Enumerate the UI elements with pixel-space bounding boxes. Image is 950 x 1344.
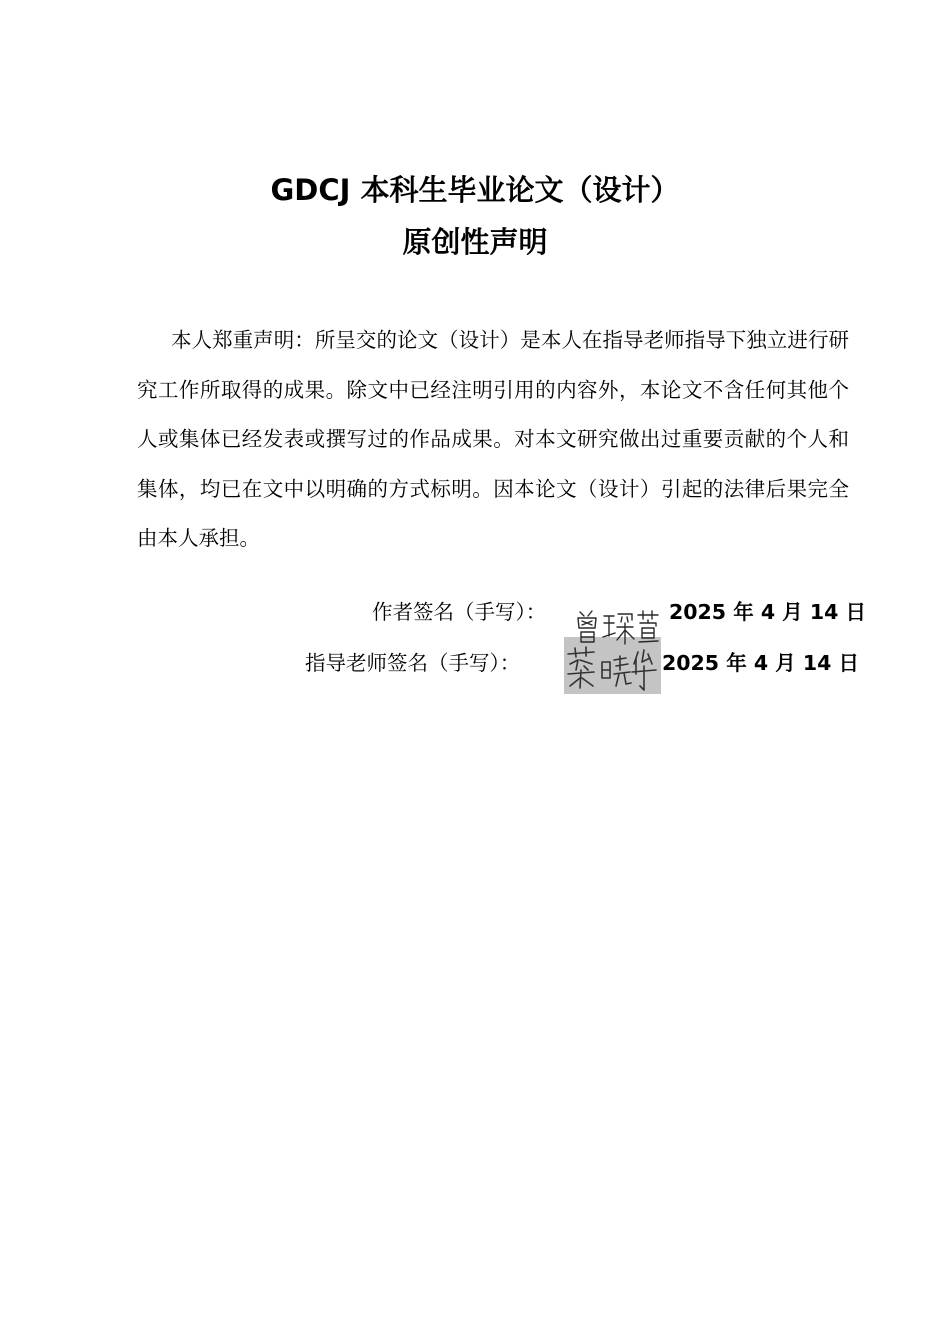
advisor-signature-label: 指导老师签名（手写）： [305,651,521,675]
author-signature-date: 2025 年 4 月 14 日 [669,600,867,624]
advisor-signature-date: 2025 年 4 月 14 日 [662,651,860,675]
document-subtitle: 原创性声明 [402,225,548,259]
advisor-handwritten-signature [564,640,661,694]
author-signature-label: 作者签名（手写）： [372,600,547,624]
document-title: GDCJ 本科生毕业论文（设计） [270,173,680,207]
originality-statement: 本人郑重声明：所呈交的论文（设计）是本人在指导老师指导下独立进行研究工作所取得的成果。除文中已经注明引用的内容外，本论文不含任何其他个人或集体已经发表或撰写过的作品成果。对本文研究做出过重要贡献的个人和集体，均已在文中以明确的方式标明。因本论文（设计）引起的法律后果完全由本人承担。 [137,328,849,550]
